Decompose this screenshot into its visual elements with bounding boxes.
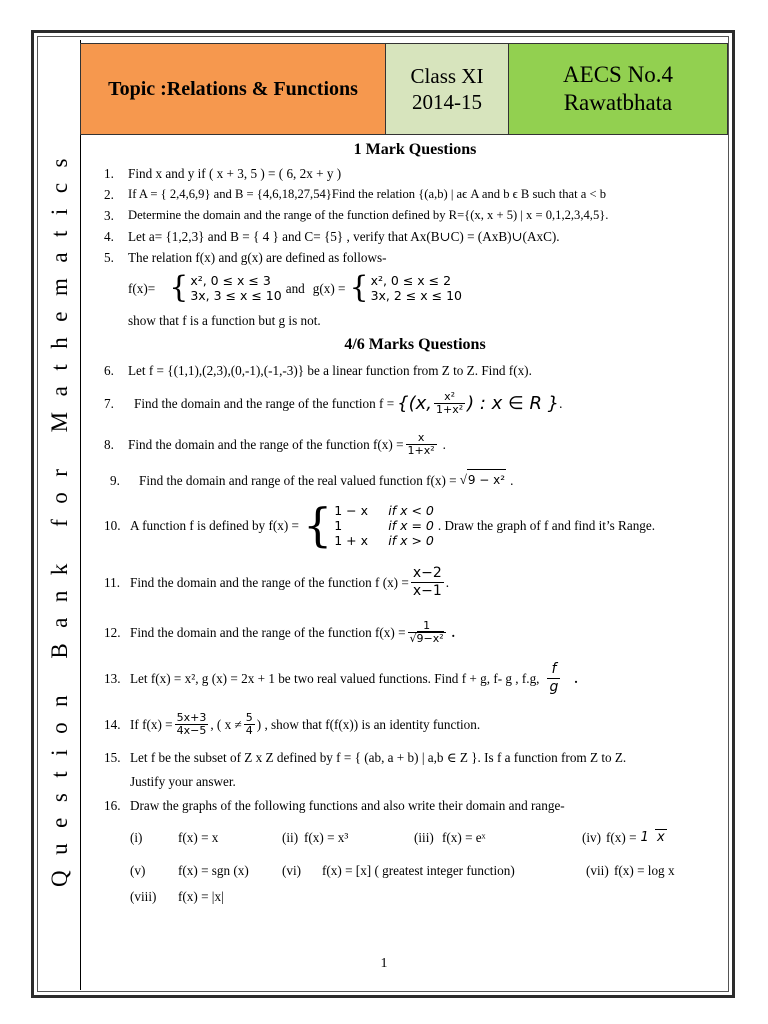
question-text: Find the domain and the range of the function f = — [134, 395, 395, 411]
fraction-numerator: 5 — [245, 710, 253, 724]
question-5-definitions — [104, 268, 726, 308]
question-15 — [104, 745, 726, 769]
question-number: 14. — [104, 716, 121, 732]
set-close: ) : x ∈ R } — [467, 392, 560, 414]
question-text: Let a= {1,2,3} and B = { 4 } and C= {5} , verify that Ax(B∪C) = (AxB)∪(AxC). — [128, 229, 560, 244]
fraction — [547, 661, 560, 696]
radical-icon: √ — [409, 631, 417, 645]
question-7 — [104, 381, 726, 425]
radicand: 9 − x² — [467, 469, 506, 491]
question-4 — [104, 226, 726, 247]
question-text: If A = { 2,4,6,9} and B = {4,6,18,27,54}Find the relation {(a,b) | aϵ A and b ϵ B such that a < b — [128, 187, 607, 201]
fraction-denominator: 4x−5 — [176, 723, 207, 737]
brace-icon: { — [169, 270, 189, 305]
case-cond: if x > 0 — [388, 532, 434, 548]
question-3 — [104, 205, 726, 226]
sub-item-label: (v) — [130, 862, 146, 878]
sidebar-title: Question Bank for Mathematics — [47, 143, 72, 887]
fraction-numerator: f — [551, 660, 557, 677]
sub-item-expr: f(x) = sgn (x) — [178, 862, 249, 878]
question-16 — [104, 793, 726, 817]
case-row — [334, 503, 434, 518]
question-content — [104, 138, 726, 909]
fraction-numerator: x — [417, 430, 425, 444]
question-text: The relation f(x) and g(x) are defined as follows- — [128, 250, 387, 265]
question-15-line2 — [104, 769, 726, 793]
question-number: 8. — [104, 436, 114, 452]
sub-items-row-2 — [104, 857, 726, 883]
f-cases — [190, 273, 281, 303]
question-number: 6. — [104, 363, 114, 378]
g-label: g(x) = — [312, 280, 346, 296]
sub-items-row-1 — [104, 817, 726, 857]
question-text: Let f be the subset of Z x Z defined by f = { (ab, a + b) | a,b ∈ Z }. Is f a function from Z to Z. — [130, 749, 627, 765]
header-school-cell — [509, 44, 727, 134]
end-mark: . — [451, 624, 455, 640]
f-piecewise — [169, 270, 282, 305]
fraction-numerator: 1 — [640, 830, 649, 845]
f-label: f(x)= — [128, 280, 156, 296]
conclusion-text: show that f is a function but g is not. — [128, 313, 321, 328]
question-9 — [104, 463, 726, 497]
sub-item-expr: f(x) = |x| — [178, 888, 224, 904]
sidebar-divider — [80, 40, 81, 990]
question-text: Find the domain and the range of the function f(x) = — [128, 436, 404, 452]
brace-icon: { — [302, 498, 333, 552]
case-row — [334, 518, 434, 533]
fraction-numerator: 5x+3 — [176, 710, 207, 724]
g-case-1: x², 0 ≤ x ≤ 2 — [370, 273, 452, 288]
question-number: 1. — [104, 166, 114, 181]
square-root — [460, 469, 506, 491]
page-number: 1 — [380, 956, 388, 971]
question-number: 15. — [104, 749, 121, 765]
sub-item-expr: f(x) = x — [178, 829, 219, 845]
end-mark: . — [445, 574, 450, 590]
question-number: 9. — [110, 472, 120, 488]
fraction — [408, 620, 446, 645]
radicand: 9−x² — [416, 631, 444, 645]
fraction-denominator: 1+x² — [407, 443, 435, 457]
case-cond: if x < 0 — [388, 502, 434, 518]
question-text: A function f is defined by f(x) = — [130, 517, 299, 533]
question-5-conclusion — [104, 310, 726, 331]
question-10 — [104, 497, 726, 553]
sub-item-expr: f(x) = log x — [614, 862, 675, 878]
set-open: {(x, — [397, 392, 432, 414]
question-number: 16. — [104, 797, 121, 813]
question-text: Find the domain and range of the real valued function f(x) = — [139, 472, 457, 488]
case-expr: 1 − x — [334, 502, 369, 518]
end-mark: . — [574, 670, 578, 686]
question-number: 12. — [104, 624, 121, 640]
end-mark: . — [442, 436, 446, 452]
fraction — [639, 829, 667, 845]
sub-item-expr: f(x) = eˣ — [442, 829, 486, 845]
sub-item-expr: f(x) = — [606, 829, 637, 845]
question-11 — [104, 553, 726, 611]
question-text: Determine the domain and the range of the function defined by R={(x, x + 5) | x = 0,1,2,3,4,5}. — [128, 208, 609, 222]
fraction-denominator: 4 — [245, 723, 253, 737]
g-cases — [371, 273, 462, 303]
sub-item-label: (viii) — [130, 888, 157, 904]
question-13 — [104, 653, 726, 703]
question-1 — [104, 163, 726, 184]
fraction-denominator: x — [656, 830, 665, 845]
fraction-numerator: x−2 — [412, 564, 442, 581]
case-cond: if x = 0 — [388, 517, 434, 533]
fraction-denominator — [408, 632, 446, 645]
question-text: Let f(x) = x², g (x) = 2x + 1 be two real valued functions. Find f + g, f- g , f.g, — [130, 670, 540, 686]
question-12 — [104, 611, 726, 653]
sub-item-label: (ii) — [282, 829, 299, 845]
fraction — [244, 712, 255, 737]
sub-item-expr: f(x) = x³ — [304, 829, 349, 845]
question-text: Find the domain and the range of the function f(x) = — [130, 624, 406, 640]
case-expr: 1 + x — [334, 532, 369, 548]
fraction — [175, 712, 209, 737]
question-text: If f(x) = — [130, 716, 173, 732]
sub-items-row-3 — [104, 883, 726, 909]
question-number: 13. — [104, 670, 121, 686]
fraction — [434, 391, 465, 416]
question-number: 5. — [104, 250, 114, 265]
question-tail: ) , show that f(f(x)) is an identity function. — [256, 716, 481, 732]
section-title: 4/6 Marks Questions — [344, 336, 486, 353]
fraction — [406, 432, 437, 457]
header-table — [80, 43, 728, 135]
question-number: 7. — [104, 395, 114, 411]
question-text: Draw the graphs of the following functions and also write their domain and range- — [130, 797, 565, 813]
sub-item-label: (vi) — [282, 862, 302, 878]
radical-icon: √ — [459, 472, 467, 487]
question-5 — [104, 247, 726, 268]
sub-item-label: (iii) — [414, 829, 434, 845]
fraction — [411, 565, 444, 600]
sub-item-expr: f(x) = [x] ( greatest integer function) — [322, 862, 515, 878]
end-mark: . — [510, 472, 514, 488]
header-topic: Topic :Relations & Functions — [108, 77, 358, 100]
question-number: 4. — [104, 229, 114, 244]
header-location: Rawatbhata — [563, 90, 673, 115]
fraction-denominator: x−1 — [412, 582, 442, 599]
fraction-numerator: 1 — [423, 618, 431, 632]
question-text-continued: Justify your answer. — [130, 773, 236, 789]
brace-icon: { — [349, 270, 369, 305]
question-6 — [104, 360, 726, 381]
piecewise-function — [302, 498, 434, 552]
question-text: Find the domain and the range of the function f (x) = — [130, 574, 409, 590]
header-class: Class XI — [410, 64, 484, 88]
question-number: 3. — [104, 208, 114, 223]
question-tail: . Draw the graph of f and find it’s Range. — [437, 517, 656, 533]
section-title: 1 Mark Questions — [353, 141, 477, 158]
and-word: and — [285, 280, 305, 296]
f-case-2: 3x, 3 ≤ x ≤ 10 — [190, 288, 282, 303]
header-topic-cell — [81, 44, 386, 134]
header-class-cell — [386, 44, 509, 134]
header-year: 2014-15 — [412, 90, 482, 114]
g-piecewise — [349, 270, 462, 305]
f-case-1: x², 0 ≤ x ≤ 3 — [190, 273, 271, 288]
header-school: AECS No.4 — [563, 62, 673, 87]
fraction-denominator: 1+x² — [436, 402, 464, 416]
end-mark: . — [559, 395, 563, 411]
case-expr: 1 — [334, 517, 343, 533]
question-number: 2. — [104, 187, 114, 202]
g-case-2: 3x, 2 ≤ x ≤ 10 — [370, 288, 462, 303]
condition-text: , ( x ≠ — [210, 716, 242, 732]
question-text: Let f = {(1,1),(2,3),(0,-1),(-1,-3)} be a linear function from Z to Z. Find f(x). — [128, 363, 532, 378]
question-8 — [104, 425, 726, 463]
fraction-denominator: g — [549, 678, 559, 695]
question-text: Find x and y if ( x + 3, 5 ) = ( 6, 2x + y ) — [128, 166, 342, 181]
sub-item-label: (i) — [130, 829, 143, 845]
sub-item-label: (vii) — [586, 862, 609, 878]
sidebar — [40, 40, 80, 990]
fraction-numerator: x² — [444, 389, 456, 403]
question-2 — [104, 184, 726, 205]
question-number: 10. — [104, 517, 121, 533]
case-row — [334, 533, 434, 548]
cases — [334, 503, 434, 548]
question-number: 11. — [104, 574, 120, 590]
question-14 — [104, 703, 726, 745]
sub-item-label: (iv) — [582, 829, 602, 845]
